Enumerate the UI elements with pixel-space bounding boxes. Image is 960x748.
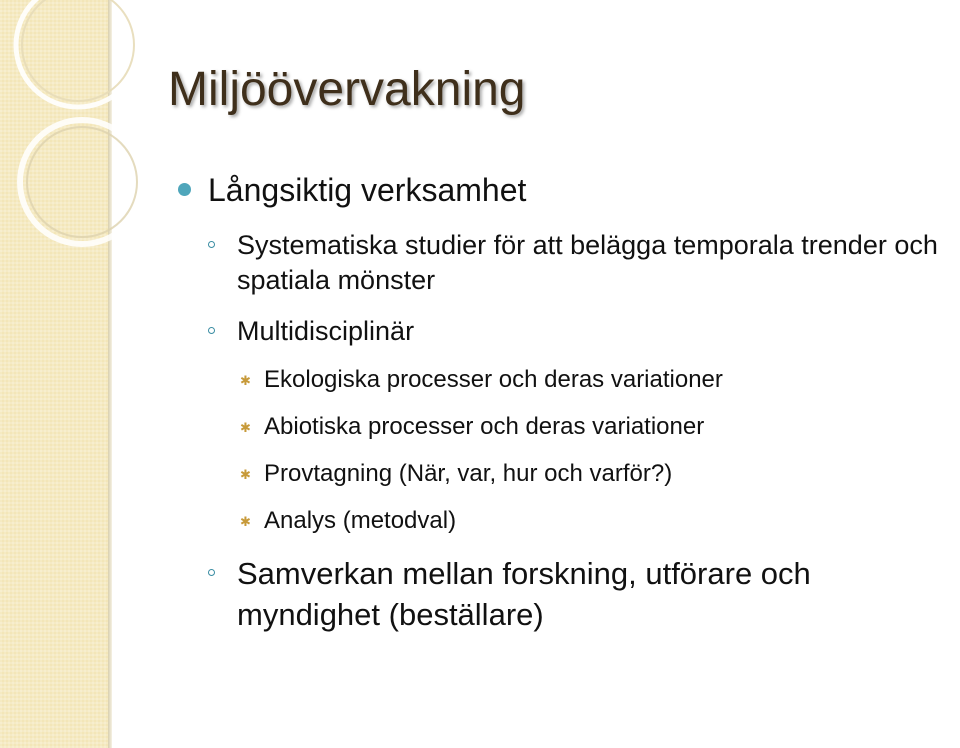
bullet-main [176, 170, 956, 210]
bullet-sub-2-item-4 [176, 506, 956, 536]
small-star-bullet-icon: ✱ [240, 467, 251, 482]
bullet-sub-3 [176, 553, 956, 635]
bullet-sub-2-item-1 [176, 365, 956, 395]
bullet-main-text: Långsiktig verksamhet [208, 172, 527, 208]
decorative-rings-icon [0, 0, 170, 260]
bullet-sub-2 [176, 314, 956, 349]
bullet-sub-2-item-1-text: Ekologiska processer och deras variationer [264, 366, 723, 393]
hollow-circle-bullet-icon [208, 327, 215, 334]
bullet-sub-2-text: Multidisciplinär [237, 316, 415, 346]
bullet-sub-2-item-2 [176, 412, 956, 442]
bullet-sub-1 [176, 228, 956, 298]
hollow-circle-bullet-icon [208, 241, 215, 248]
small-star-bullet-icon: ✱ [240, 373, 251, 388]
bullet-sub-2-item-3-text: Provtagning (När, var, hur och varför?) [264, 460, 673, 487]
small-star-bullet-icon: ✱ [240, 514, 251, 529]
bullet-sub-2-item-2-text: Abiotiska processer och deras variationer [264, 413, 705, 440]
slide-title: Miljöövervakning [168, 63, 526, 116]
bullet-sub-3-text: Samverkan mellan forskning, utförare och myndighet (beställare) [237, 556, 811, 632]
bullet-sub-2-item-3 [176, 459, 956, 489]
bullet-sub-1-text: Systematiska studier för att belägga temporala trender och spatiala mönster [237, 230, 938, 295]
hollow-circle-bullet-icon [208, 569, 215, 576]
slide-content [176, 170, 956, 651]
small-star-bullet-icon: ✱ [240, 420, 251, 435]
bullet-sub-2-item-4-text: Analys (metodval) [264, 507, 457, 534]
filled-circle-bullet-icon [178, 183, 191, 196]
